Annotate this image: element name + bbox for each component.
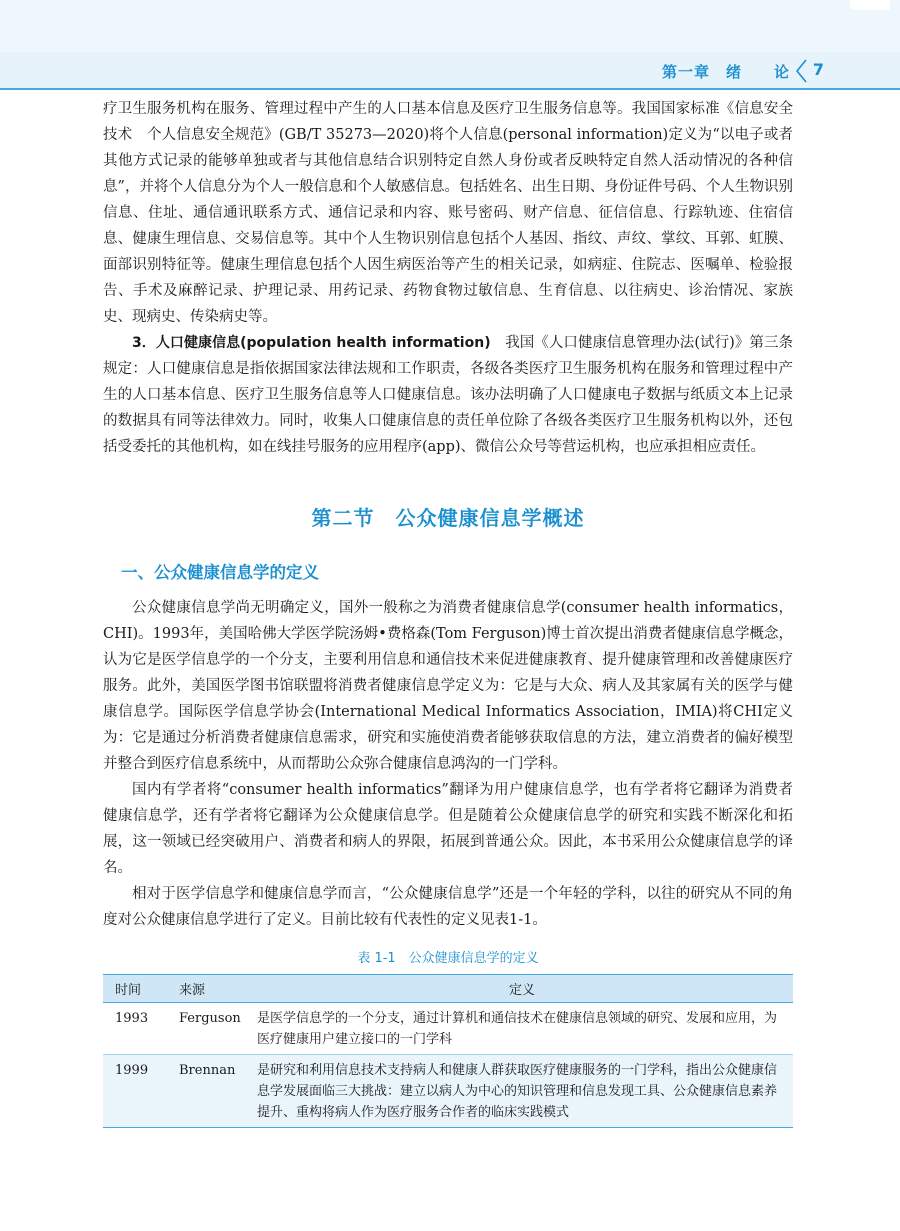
cell-definition: 是医学信息学的一个分支，通过计算机和通信技术在健康信息领域的研究、发展和应用，为医疗健康用户建立接口的一门学科 [251, 1003, 793, 1055]
header-rule [0, 88, 900, 90]
column-header-source: 来源 [175, 975, 251, 1003]
page-content [103, 96, 793, 1128]
paragraph: 相对于医学信息学和健康信息学而言，“公众健康信息学”还是一个年轻的学科，以往的研究从不同的角度对公众健康信息学进行了定义。目前比较有代表性的定义见表1-1。 [103, 886, 793, 928]
page-number: 7 [812, 60, 824, 79]
cell-source: Ferguson [175, 1003, 251, 1055]
chapter-title: 第一章 绪 论 [661, 63, 790, 81]
cell-definition: 是研究和利用信息技术支持病人和健康人群获取医疗健康服务的一门学科，指出公众健康信息学发展面临三大挑战：建立以病人为中心的知识管理和信息发现工具、公众健康信息素养提升、重构将病人作为医疗服务合作者的临床实践模式 [251, 1055, 793, 1128]
cell-source: Brennan [175, 1055, 251, 1128]
top-band [0, 0, 900, 52]
term-population-health-information: 3．人口健康信息(population health information) [132, 335, 491, 351]
definition-table [103, 974, 793, 1128]
paragraph-text: 我国《人口健康信息管理办法(试行)》第三条规定：人口健康信息是指依据国家法律法规和工作职责，各级各类医疗卫生服务机构在服务和管理过程中产生的人口基本信息、医疗卫生服务信息等人口健康信息。该办法明确了人口健康电子数据与纸质文本上记录的数据具有同等法律效力。同时，收集人口健康信息的责任单位除了各级各类医疗卫生服务机构以外，还包括受委托的其他机构，如在线挂号服务的应用程序(app)、微信公众号等营运机构，也应承担相应责任。 [103, 335, 794, 455]
paragraph: 公众健康信息学尚无明确定义，国外一般称之为消费者健康信息学(consumer health informatics，CHI)。1993年，美国哈佛大学医学院汤姆•费格森(Tom Ferguson)博士首次提出消费者健康信息学概念，认为它是医学信息学的一个分支，主要利用信息和通信技术来促进健康教育、提升健康管理和改善健康医疗服务。此外，美国医学图书馆联盟将消费者健康信息学定义为：它是与大众、病人及其家属有关的医学与健康信息学。国际医学信息学协会(International Medical Informatics Association，IMIA)将CHI定义为：它是通过分析消费者健康信息需求，研究和实施使消费者能够获取信息的方法，建立消费者的偏好模型并整合到医疗信息系统中，从而帮助公众弥合健康信息鸿沟的一门学科。 [103, 600, 793, 772]
table-row [103, 1055, 793, 1128]
paragraph: 疗卫生服务机构在服务、管理过程中产生的人口基本信息及医疗卫生服务信息等。我国国家标准《信息安全技术 个人信息安全规范》(GB/T 35273—2020)将个人信息(personal information)定义为“以电子或者其他方式记录的能够单独或者与其他信息结合识别特定自然人身份或者反映特定自然人活动情况的各种信息”，并将个人信息分为个人一般信息和个人敏感信息。包括姓名、出生日期、身份证件号码、个人生物识别信息、住址、通信通讯联系方式、通信记录和内容、账号密码、财产信息、征信信息、行踪轨迹、住宿信息、健康生理信息、交易信息等。其中个人生物识别信息包括个人基因、指纹、声纹、掌纹、耳郭、虹膜、面部识别特征等。健康生理信息包括个人因生病医治等产生的相关记录，如病症、住院志、医嘱单、检验报告、手术及麻醉记录、护理记录、用药记录、药物食物过敏信息、生育信息、以往病史、诊治情况、家族史、现病史、传染病史等。 [103, 101, 793, 325]
column-header-time: 时间 [103, 975, 175, 1003]
table-header-row [103, 975, 793, 1003]
table-caption: 表 1-1 公众健康信息学的定义 [357, 951, 539, 966]
column-header-definition: 定义 [251, 975, 793, 1003]
table-row [103, 1003, 793, 1055]
page-corner [850, 0, 890, 10]
chevron-icon [794, 58, 808, 84]
cell-time: 1993 [103, 1003, 175, 1055]
paragraph-population-health-info [103, 330, 793, 460]
cell-time: 1999 [103, 1055, 175, 1128]
paragraph: 国内有学者将“consumer health informatics”翻译为用户健康信息学，也有学者将它翻译为消费者健康信息学，还有学者将它翻译为公众健康信息学。但是随着公众健康信息学的研究和实践不断深化和拓展，这一领域已经突破用户、消费者和病人的界限，拓展到普通公众。因此，本书采用公众健康信息学的译名。 [103, 782, 793, 876]
section-title: 第二节 公众健康信息学概述 [311, 506, 585, 530]
running-header [0, 52, 900, 90]
subsection-title: 一、公众健康信息学的定义 [121, 563, 319, 582]
